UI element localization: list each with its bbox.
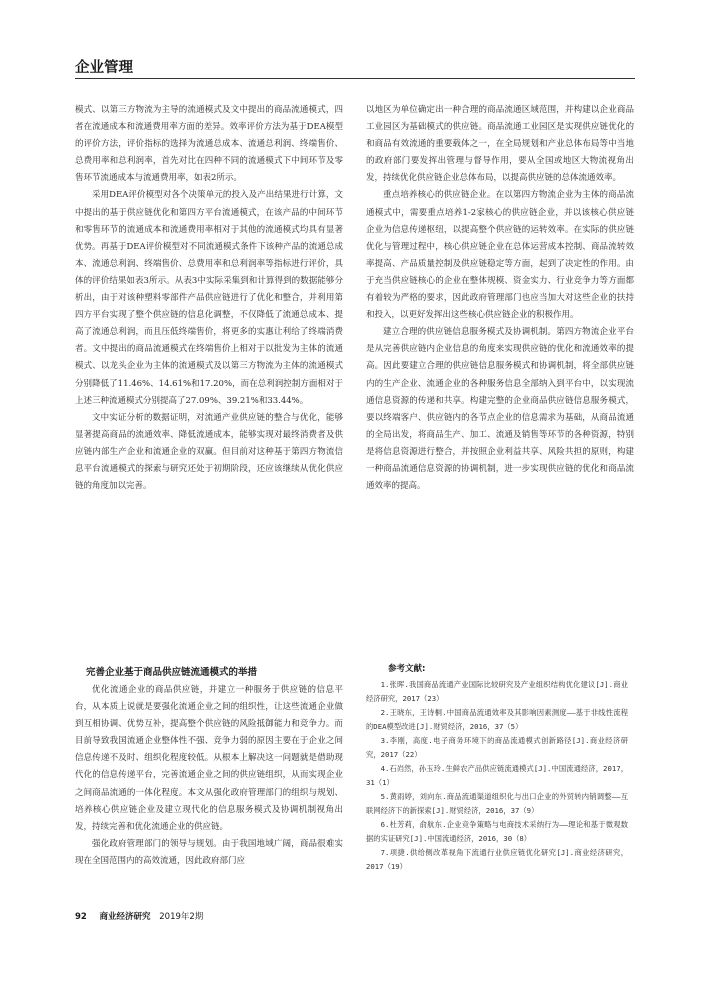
references xyxy=(366,662,628,874)
references-title: 参考文献: xyxy=(388,664,426,674)
section-title: 完善企业基于商品供应链流通模式的举措 xyxy=(86,667,258,678)
body-paragraph: 强化政府管理部门的领导与规划。由于我国地域广阔，商品很难实现在全国范围内的高效流通，因此政府部门应 xyxy=(75,838,343,866)
body-paragraph: 重点培养核心的供应链企业。在以第四方物流企业为主体的商品流通模式中，需要重点培养1-2家核心的供应链企业，并以该核心供应链企业为信息传递枢纽，以提高整个供应链的运转效率。在实际的供应链优化与管理过程中，核心供应链企业在总体运营成本控制、商品流转效率提高、产品质量控制及供应链稳定等方面，起到了决定性的作用。由于充当供应链核心的企业在整体规模、资金实力、行业竞争力等方面都有着较为严格的要求，因此政府管理部门也应当加大对这些企业的扶持和投入，以更好发挥出这些核心供应链企业的积极作用。 xyxy=(366,190,634,321)
body-paragraph: 建立合理的供应链信息服务模式及协调机制。第四方物流企业平台是从完善供应链内企业信息的角度来实现供应链的优化和流通效率的提高。因此要建立合理的供应链信息服务模式和协调机制，将全部供应链内的生产企业、流通企业的各种服务信息全部纳入到平台中，以实现流通信息资源的传递和共享。构建完整的企业商品供应链信息服务模式，要以终端客户、供应链内的各节点企业的信息需求为基础，从商品流通的全局出发，将商品生产、加工、流通及销售等环节的各种资源，特别是将信息资源进行整合，并按照企业利益共享、风险共担的原则，构建一种商品流通信息资源的协调机制，进一步实现供应链的优化和商品流通效率的提高。 xyxy=(366,327,634,492)
body-paragraph: 以地区为单位确定出一种合理的商品流通区域范围，并构建以企业商品工业园区为基础模式的供应链。商品流通工业园区是实现供应链优化的和商品有效流通的重要载体之一，在全局规划和产业总体布局等中当地的政府部门要发挥出管理与督导作用，要从全国或地区大物流视角出发，持续优化供应链企业总体布局，以提高供应链的总体流通效率。 xyxy=(366,105,634,184)
page-footer xyxy=(75,910,203,922)
reference-item: 2.王晓东，王诗桐.中国商品流通效率及其影响因素测度——基于非线性流程的DEA模型改进[J].财贸经济，2016，37（5） xyxy=(366,708,628,731)
body-paragraph: 文中实证分析的数据证明，对流通产业供应链的整合与优化，能够显著提高商品的流通效率、降低流通成本，能够实现对最终消费者及供应链内部生产企业和流通企业的双赢。但目前对这种基于第四方物流信息平台流通模式的探索与研究还处于初期阶段，还应该继续从优化供应链的角度加以完善。 xyxy=(75,412,343,492)
reference-item: 1.张晖.我国商品流通产业国际比较研究及产业组织结构优化建议[J].商业经济研究，2017（23） xyxy=(366,680,628,703)
page-number: 92 xyxy=(75,912,87,922)
section-body xyxy=(75,682,343,870)
section-header: 企业管理 xyxy=(75,60,133,76)
header-rule xyxy=(75,78,635,79)
reference-item: 4.石岿然，孙玉玲.生鲜农产品供应链流通模式[J].中国流通经济，2017，31（1） xyxy=(366,764,628,787)
reference-item: 5.黄雨婷，刘向东.商品流通渠道组织化与出口企业的外贸转内销调整——互联网经济下的新探索[J].财贸经济，2016，37（9） xyxy=(366,792,628,815)
reference-item: 7.项捷.供给侧改革视角下流通行业供应链优化研究[J].商业经济研究，2017（19） xyxy=(366,848,628,871)
body-paragraph: 优化流通企业的商品供应链，并建立一种服务于供应链的信息平台，从本质上说就是要强化流通企业之间的组织性，让这些流通企业做到互相协调、优势互补，提高整个供应链的风险抵御能力和竞争力。而目前导致我国流通企业整体性不强、竞争力弱的原因主要在于企业之间信息传递不及时、组织化程度较低。从根本上解决这一问题就是借助现代化的信息传递平台，完善流通企业之间的供应链组织，从而实现企业之间商品流通的一体化程度。本文从强化政府管理部门的组织与规划、培养核心供应链企业及建立现代化的信息服务模式及协调机制视角出发，持续完善和优化流通企业的供应链。 xyxy=(75,685,343,832)
body-paragraph: 采用DEA评价模型对各个决策单元的投入及产出结果进行计算，文中提出的基于供应链优化和第四方平台流通模式，在该产品的中间环节和零售环节的流通成本和流通费用率相对于其他的流通模式均具有显著优势。再基于DEA评价模型对不同流通模式条件下该种产品的流通总成本、流通总利润、终端售价、总费用率和总利润率等指标进行评价，具体的评价结果如表3所示。从表3中实际采集到和计算得到的数据能够分析出，由于对该种塑料零部件产品供应链进行了优化和整合，并利用第四方平台实现了整个供应链的信息化调整，不仅降低了流通总成本、提高了流通总利润，而且压低终端售价，将更多的实惠让利给了终端消费者。文中提出的商品流通模式在终端售价上相对于以批发为主体的流通模式、以龙头企业为主体的流通模式及以第三方物流为主体的流通模式分别降低了11.46%、14.61%和17.20%，而在总利润控制方面相对于上述三种流通模式分别提高了27.09%、39.21%和33.44%。 xyxy=(75,190,343,406)
journal-issue: 2019年2期 xyxy=(159,912,204,922)
reference-item: 3.李刚，高度.电子商务环境下的商品流通模式创新路径[J].商业经济研究，2017（22） xyxy=(366,736,628,759)
body-paragraph: 模式、以第三方物流为主导的流通模式及文中提出的商品流通模式，四者在流通成本和流通费用率方面的差异。效率评价方法为基于DEA模型的评价方法，评价指标的选择为流通总成本、流通总利润、终端售价、总费用率和总利润率，首先对比在四种不同的流通模式下中间环节及零售环节流通成本与流通费用率，如表2所示。 xyxy=(75,105,343,184)
reference-list xyxy=(366,678,628,874)
journal-name: 商业经济研究 xyxy=(99,912,151,922)
reference-item: 6.杜芳莉，俞航东.企业竞争策略与电商技术采纳行为——理论和基于微观数据的实证研究[J].中国流通经济，2016，30（8） xyxy=(366,820,628,843)
